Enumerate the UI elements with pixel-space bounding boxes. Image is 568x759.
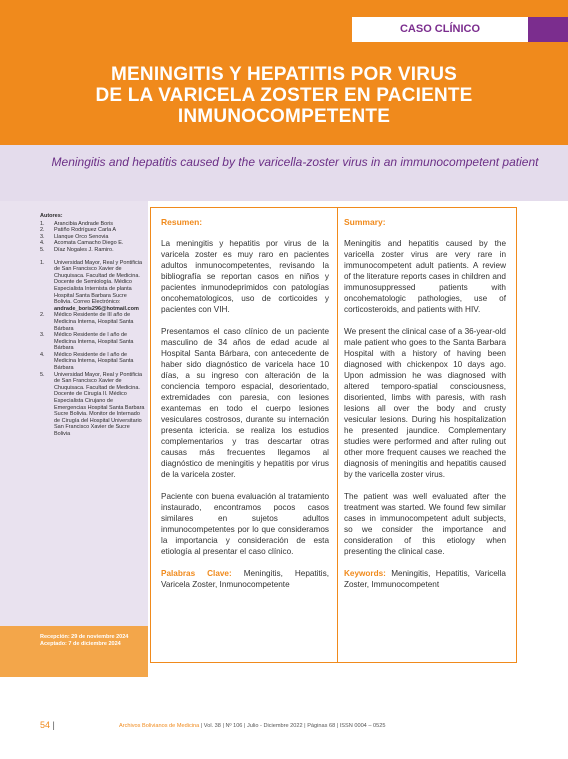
affiliation-text: Universidad Mayor, Real y Pontificia de San Francisco Xavier de Chuquisaca. Facultad de Medicina. Docente de Semiología. Médico Especialista Internista de planta Hospital Santa Barbara Sucre Bolivia. Correo Electrónico: — [54, 259, 143, 306]
author-item — [40, 247, 146, 254]
title-line-3: INMUNOCOMPETENTE — [177, 106, 391, 127]
author-number: 2. — [40, 227, 45, 234]
summary-paragraph: Meningitis and hepatitis caused by the varicella zoster virus are very rare in immunocompetent adult patients. A review of the literature reports cases in children and immunosuppressed patients with oncohematologic pathologies, use of corticosteroids, and patients with HIV. — [344, 239, 506, 314]
affiliation-text: Médico Residente de III año de Medicina Interna, Hospital Santa Bárbara — [54, 312, 134, 332]
contact-email[interactable]: andrade_boris296@hotmail.com — [54, 305, 139, 312]
affiliation-item — [40, 352, 146, 372]
affiliation-text: Universidad Mayor, Real y Pontificia de San Francisco Xavier de Chuquisaca. Facultad de Medicina. Docente de Cirugía II. Médico Especialista Cirujano de Emergencias Hospital Santa Barbara Sucre Bolivia. Monitor de Internado de Cirugía del Hospital Universitario San Francisco Xavier de Sucre Bolivia — [54, 371, 145, 437]
author-item — [40, 227, 146, 234]
authors-header: Autores: — [40, 213, 63, 219]
resumen-paragraph: La meningitis y hepatitis por virus de la varicela zoster es muy raro en pacientes adultos inmunocompetentes, revisando la bibliografía se reportan casos en niños y pacientes inmunodeprimidos con patologías oncohematologicos, uso de corticoides y pacientes con VIH. — [161, 239, 329, 314]
affiliation-number: 3. — [40, 332, 45, 339]
section-tag: CASO CLÍNICO — [352, 17, 528, 42]
summary-paragraph: The patient was well evaluated after the treatment was started. We found few similar cases in immunocompetent adult subjects, so we consider the importance and consideration of this etiology when presenting the clinical case. — [344, 492, 506, 556]
keywords-label: Keywords: — [344, 569, 386, 578]
affiliation-item — [40, 312, 146, 332]
affiliation-item — [40, 332, 146, 352]
dates-block — [40, 634, 146, 648]
resumen-text — [161, 238, 329, 601]
affiliation-text: Médico Residente de I año de Medicina Interna, Hospital Santa Bárbara — [54, 332, 134, 352]
affiliation-item — [40, 372, 146, 438]
journal-details: | Vol. 38 | Nº 106 | Julio - Diciembre 2022 | Páginas 68 | ISSN 0004 – 0525 — [199, 723, 386, 729]
summary-text — [344, 238, 506, 601]
accepted-date: Aceptado: 7 de diciembre 2024 — [40, 641, 121, 647]
journal-name: Archivos Bolivianos de Medicina — [119, 723, 200, 729]
page-number-value: 54 — [40, 720, 51, 730]
author-list — [40, 221, 146, 254]
title-line-2: DE LA VARICELA ZOSTER EN PACIENTE — [95, 85, 473, 106]
summary-heading: Summary: — [344, 217, 386, 227]
affiliation-list — [40, 260, 146, 438]
author-name: Llanque Orco Senovia — [54, 233, 109, 240]
author-number: 5. — [40, 246, 45, 253]
affiliation-number: 5. — [40, 371, 45, 378]
page-separator: | — [52, 720, 55, 730]
keywords-text: Meningitis, Hepatitis, Varicella Zoster, Immunocompetent — [344, 569, 506, 589]
resumen-heading: Resumen: — [161, 217, 203, 227]
page-number — [40, 720, 55, 730]
author-name: Díaz Nogales J. Ramiro. — [54, 246, 114, 253]
keywords-text: Meningitis, Hepatitis, Varicela Zoster, Inmunocompetente — [161, 569, 329, 589]
summary-keywords — [344, 568, 506, 590]
english-subtitle: Meningitis and hepatitis caused by the varicella-zoster virus in an immunocompetent patient — [51, 155, 539, 169]
author-number: 4. — [40, 240, 45, 247]
author-number: 3. — [40, 233, 45, 240]
resumen-paragraph: Presentamos el caso clínico de un paciente masculino de 34 años de edad acude al Hospital Santa Bárbara, con antecedente de haber sido diagnóstico de varicela hace 10 días, a su ingreso con alteración de la conciencia temporo espacial, desorientado, extremidades con paresia, con lesiones exantemas en todo el cuerpo lesiones vesiculares costrosos, durante su internación presenta ictericia. se realiza los estudios complementarios y tras descartar otras causas más frecuentes llegamos al diagnóstico de meningitis y hepatitis por virus de la varicela zoster. — [161, 327, 329, 479]
author-item — [40, 234, 146, 241]
authors-block — [40, 213, 146, 438]
summary-paragraph: We present the clinical case of a 36-year-old male patient who goes to the Santa Barbara Hospital with a history of having been diagnosed with chickenpox 10 days ago. Upon admission he was diagnosed with altered temporo-spatial consciousness, disoriented, limbs with paresis, with rash lesions all over the body and crusty vesicular lesions. During his hospitalization he presented jaundice. Complementary studies were performed and after ruling out other more frequent causes we reached the diagnosis of meningitis and hepatitis caused by the varicella zoster virus. — [344, 327, 506, 479]
affiliation-number: 4. — [40, 351, 45, 358]
author-name: Arancibia Andrade Boris — [54, 220, 114, 227]
affiliation-text: Médico Residente de I año de Medicina Interna, Hospital Santa Bárbara — [54, 351, 134, 372]
author-item — [40, 240, 146, 247]
author-name: Acomata Camacho Diego E. — [54, 240, 124, 247]
affiliation-number: 1. — [40, 259, 45, 266]
title-line-1: MENINGITIS Y HEPATITIS POR VIRUS — [111, 64, 457, 85]
author-name: Patiño Rodríguez Carla A — [54, 227, 117, 234]
author-item — [40, 221, 146, 228]
section-tag-accent — [528, 17, 568, 42]
article-title — [0, 64, 568, 127]
journal-footer — [119, 723, 385, 729]
affiliation-number: 2. — [40, 312, 45, 319]
keywords-label: Palabras Clave: — [161, 569, 232, 578]
received-date: Recepción: 29 de noviembre 2024 — [40, 634, 129, 640]
affiliation-item — [40, 260, 146, 313]
author-number: 1. — [40, 220, 45, 227]
resumen-keywords — [161, 568, 329, 590]
resumen-paragraph: Paciente con buena evaluación al tratamiento instaurado, encontramos pocos casos similares en sujetos adultos inmunocompetentes por lo que consideramos la importancia y consideración de esta etiología al presentar el caso clínico. — [161, 492, 329, 556]
